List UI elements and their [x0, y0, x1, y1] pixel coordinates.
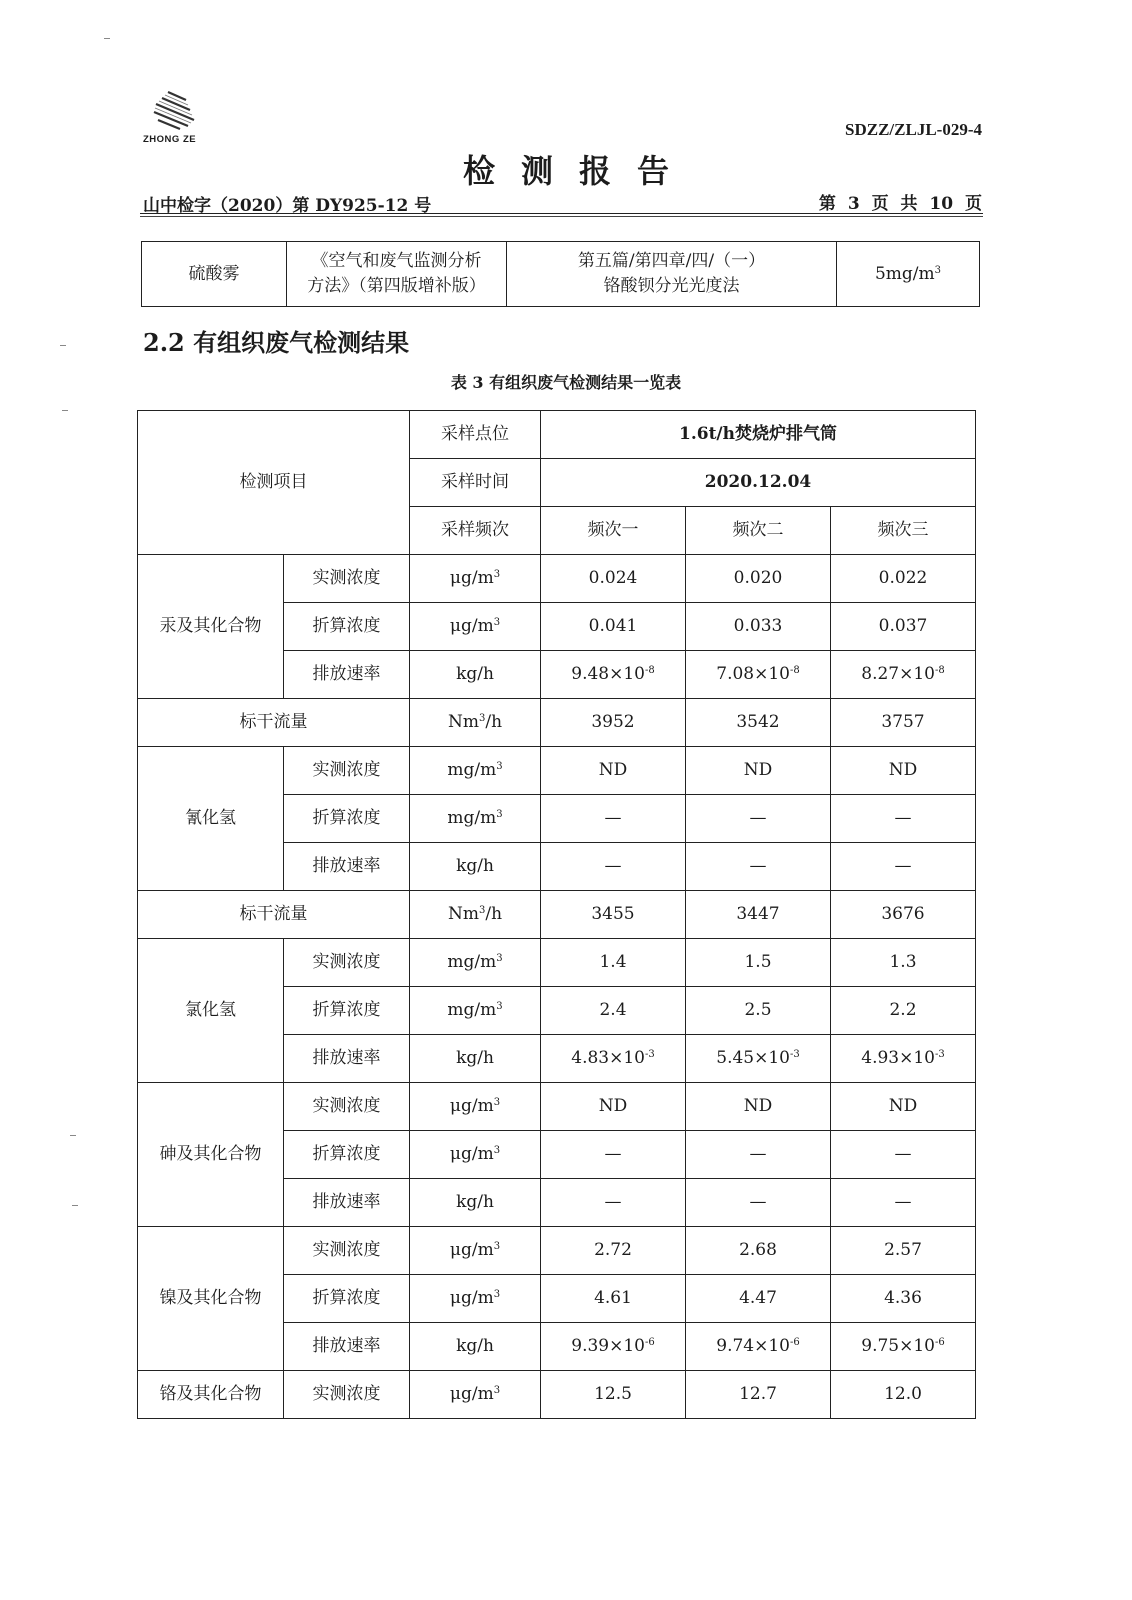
table-row: [138, 747, 976, 795]
unit-cell: $mg/m^3$: [410, 747, 541, 795]
scan-speck: [62, 410, 68, 411]
value-cell: —: [831, 1131, 976, 1179]
value-cell: —: [541, 795, 686, 843]
unit-cell: $\mu g/m^3$: [410, 1371, 541, 1419]
value-cell: 12.5: [541, 1371, 686, 1419]
group-name: 氰化氢: [138, 747, 284, 891]
scan-speck: [72, 1205, 78, 1206]
value-cell: 4.47: [686, 1275, 831, 1323]
value-cell: ND: [686, 1083, 831, 1131]
flow-label: 标干流量: [138, 699, 410, 747]
table-row: [138, 555, 976, 603]
value-cell: ND: [831, 1083, 976, 1131]
param-name: 折算浓度: [284, 987, 410, 1035]
value-cell: —: [831, 1179, 976, 1227]
value-cell: $8.27\times 10^{-8}$: [831, 651, 976, 699]
scan-speck: [70, 1135, 76, 1136]
site-value: 1.6t/h焚烧炉排气筒: [541, 411, 976, 459]
unit-cell: kg/h: [410, 1323, 541, 1371]
value-cell: 0.020: [686, 555, 831, 603]
unit-cell: $mg/m^3$: [410, 987, 541, 1035]
method-row: [142, 242, 980, 307]
value-cell: —: [686, 795, 831, 843]
header-row-site: [138, 411, 976, 459]
time-label: 采样时间: [410, 459, 541, 507]
value-cell: 2.5: [686, 987, 831, 1035]
results-table: [137, 410, 976, 1419]
flow-label: 标干流量: [138, 891, 410, 939]
param-name: 实测浓度: [284, 939, 410, 987]
value-cell: 0.041: [541, 603, 686, 651]
scan-speck: [60, 345, 66, 346]
unit-cell: Nm$^3$/h: [410, 699, 541, 747]
unit-cell: $mg/m^3$: [410, 795, 541, 843]
value-cell: —: [541, 1131, 686, 1179]
section-heading: 2.2 有组织废气检测结果: [143, 328, 410, 357]
group-name: 铬及其化合物: [138, 1371, 284, 1419]
scan-speck: [104, 38, 110, 39]
unit-cell: kg/h: [410, 1179, 541, 1227]
value-cell: 3757: [831, 699, 976, 747]
unit-cell: $\mu g/m^3$: [410, 555, 541, 603]
value-cell: —: [831, 795, 976, 843]
param-name: 折算浓度: [284, 1275, 410, 1323]
value-cell: 3447: [686, 891, 831, 939]
value-cell: ND: [541, 747, 686, 795]
param-name: 折算浓度: [284, 795, 410, 843]
value-cell: ND: [831, 747, 976, 795]
method-table: [141, 241, 980, 307]
param-name: 排放速率: [284, 1035, 410, 1083]
value-cell: 0.024: [541, 555, 686, 603]
param-name: 排放速率: [284, 1179, 410, 1227]
unit-cell: $mg/m^3$: [410, 939, 541, 987]
value-cell: 3455: [541, 891, 686, 939]
header-rule: [140, 213, 983, 214]
item-header: 检测项目: [138, 411, 410, 555]
page-title: 检测报告: [462, 152, 695, 190]
time-value: 2020.12.04: [541, 459, 976, 507]
param-name: 实测浓度: [284, 747, 410, 795]
method-limit: $5mg/m^3$: [837, 242, 980, 307]
value-cell: 1.5: [686, 939, 831, 987]
value-cell: 3952: [541, 699, 686, 747]
table-row: [138, 939, 976, 987]
value-cell: 1.3: [831, 939, 976, 987]
unit-cell: $\mu g/m^3$: [410, 1083, 541, 1131]
param-name: 排放速率: [284, 843, 410, 891]
param-name: 实测浓度: [284, 1227, 410, 1275]
freq-label: 采样频次: [410, 507, 541, 555]
value-cell: $4.93\times 10^{-3}$: [831, 1035, 976, 1083]
site-label: 采样点位: [410, 411, 541, 459]
value-cell: 2.68: [686, 1227, 831, 1275]
value-cell: 3542: [686, 699, 831, 747]
document-code: SDZZ/ZLJL-029-4: [845, 120, 982, 139]
value-cell: $5.45\times 10^{-3}$: [686, 1035, 831, 1083]
value-cell: $9.75\times 10^{-6}$: [831, 1323, 976, 1371]
value-cell: —: [686, 1131, 831, 1179]
value-cell: $9.39\times 10^{-6}$: [541, 1323, 686, 1371]
unit-cell: $\mu g/m^3$: [410, 1227, 541, 1275]
value-cell: —: [541, 1179, 686, 1227]
unit-cell: kg/h: [410, 651, 541, 699]
param-name: 实测浓度: [284, 1371, 410, 1419]
report-number: 山中检字（2020）第 DY925-12 号: [143, 196, 432, 216]
value-cell: $4.83\times 10^{-3}$: [541, 1035, 686, 1083]
unit-cell: $\mu g/m^3$: [410, 1131, 541, 1179]
group-name: 镍及其化合物: [138, 1227, 284, 1371]
unit-cell: $\mu g/m^3$: [410, 1275, 541, 1323]
value-cell: 0.022: [831, 555, 976, 603]
value-cell: 12.7: [686, 1371, 831, 1419]
table-row: [138, 1083, 976, 1131]
param-name: 折算浓度: [284, 1131, 410, 1179]
value-cell: —: [541, 843, 686, 891]
flow-row: [138, 891, 976, 939]
param-name: 排放速率: [284, 651, 410, 699]
value-cell: ND: [541, 1083, 686, 1131]
value-cell: 0.033: [686, 603, 831, 651]
freq-3: 频次三: [831, 507, 976, 555]
method-source: 《空气和废气监测分析 方法》（第四版增补版）: [287, 242, 507, 307]
param-name: 实测浓度: [284, 555, 410, 603]
header-rule-thin: [140, 216, 983, 217]
value-cell: 3676: [831, 891, 976, 939]
value-cell: —: [831, 843, 976, 891]
param-name: 实测浓度: [284, 1083, 410, 1131]
value-cell: $9.48\times 10^{-8}$: [541, 651, 686, 699]
page-number: 第 3 页 共 10 页: [818, 194, 982, 214]
value-cell: 0.037: [831, 603, 976, 651]
value-cell: 2.4: [541, 987, 686, 1035]
table-row: [138, 1227, 976, 1275]
logo-text: ZHONG ZE: [143, 134, 197, 145]
unit-cell: kg/h: [410, 843, 541, 891]
value-cell: —: [686, 1179, 831, 1227]
unit-cell: kg/h: [410, 1035, 541, 1083]
value-cell: 4.36: [831, 1275, 976, 1323]
value-cell: 4.61: [541, 1275, 686, 1323]
method-item: 硫酸雾: [142, 242, 287, 307]
unit-cell: $\mu g/m^3$: [410, 603, 541, 651]
value-cell: $7.08\times 10^{-8}$: [686, 651, 831, 699]
group-name: 氯化氢: [138, 939, 284, 1083]
value-cell: 1.4: [541, 939, 686, 987]
param-name: 折算浓度: [284, 603, 410, 651]
freq-1: 频次一: [541, 507, 686, 555]
method-name: 第五篇/第四章/四/（一） 铬酸钡分光光度法: [507, 242, 837, 307]
value-cell: 2.2: [831, 987, 976, 1035]
param-name: 排放速率: [284, 1323, 410, 1371]
unit-cell: Nm$^3$/h: [410, 891, 541, 939]
value-cell: —: [686, 843, 831, 891]
value-cell: 12.0: [831, 1371, 976, 1419]
flow-row: [138, 699, 976, 747]
group-name: 汞及其化合物: [138, 555, 284, 699]
value-cell: ND: [686, 747, 831, 795]
freq-2: 频次二: [686, 507, 831, 555]
value-cell: $9.74\times 10^{-6}$: [686, 1323, 831, 1371]
table-row: [138, 1371, 976, 1419]
value-cell: 2.72: [541, 1227, 686, 1275]
group-name: 砷及其化合物: [138, 1083, 284, 1227]
value-cell: 2.57: [831, 1227, 976, 1275]
table-caption: 表 3 有组织废气检测结果一览表: [450, 373, 682, 392]
